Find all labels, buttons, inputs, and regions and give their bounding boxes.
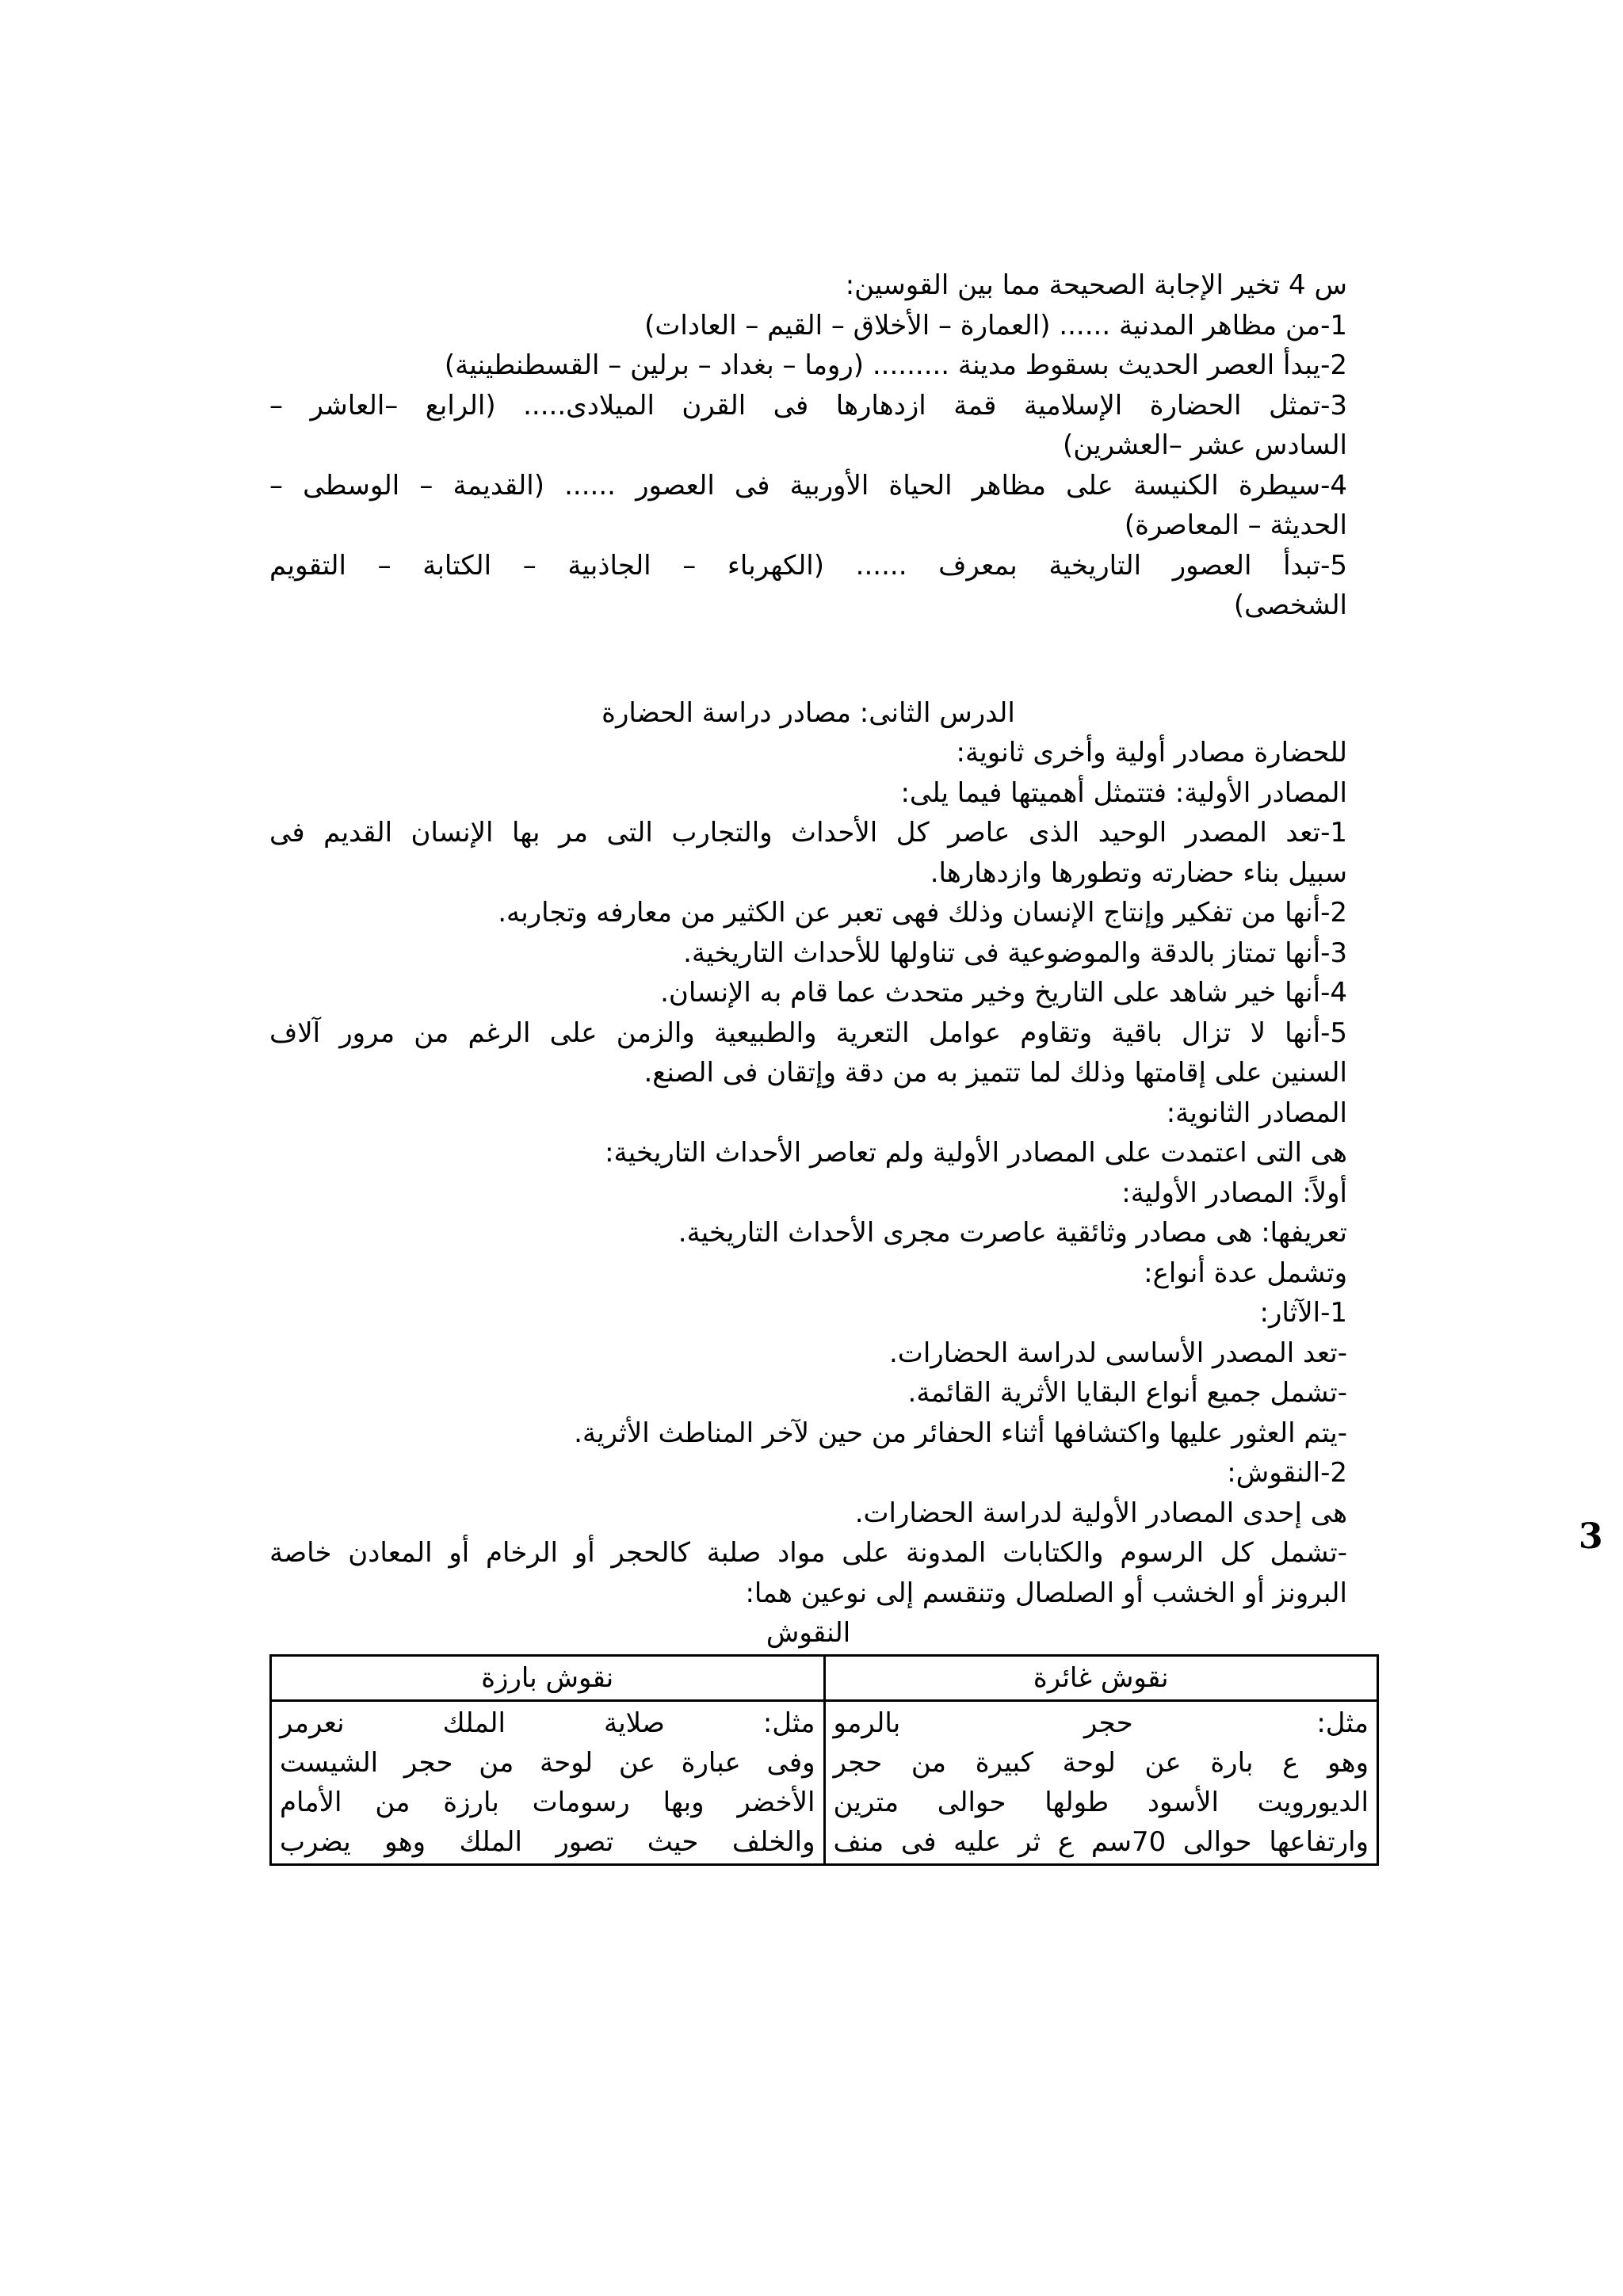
importance-item-5-cont: السنين على إقامتها وذلك لما تتميز به من دقة وإتقان فى الصنع. — [643, 1057, 1347, 1089]
importance-item-4: 4-أنها خير شاهد على التاريخ وخير متحدث عما قام به الإنسان. — [660, 977, 1347, 1009]
first-heading: أولاً: المصادر الأولية: — [1121, 1177, 1347, 1209]
sunken-line: مثل: حجر بالرمو — [833, 1707, 1369, 1739]
cell-relief — [271, 1701, 825, 1865]
inscriptions-table — [269, 1654, 1379, 1866]
question-item-4: 4-سيطرة الكنيسة على مظاهر الحياة الأوربية فى العصور ...... (القديمة – الوسطى – — [269, 469, 1347, 502]
importance-item-3: 3-أنها تمتاز بالدقة والموضوعية فى تناولها للأحداث التاريخية. — [683, 936, 1347, 969]
table-header-row — [271, 1656, 1378, 1701]
importance-item-1: 1-تعد المصدر الوحيد الذى عاصر كل الأحداث والتجارب التى مر بها الإنسان القديم فى — [269, 817, 1347, 849]
relief-line: مثل: صلاية الملك نعرمر — [280, 1707, 815, 1739]
table-caption: النقوش — [766, 1617, 851, 1649]
question-item-3-cont: السادس عشر –العشرين) — [1062, 429, 1347, 461]
athar-heading: 1-الآثار: — [1259, 1297, 1347, 1329]
page-number: 3 — [1579, 1516, 1603, 1557]
question-item-2: 2-يبدأ العصر الحديث بسقوط مدينة ......... (روما – بغداد – برلين – القسطنطينية) — [444, 349, 1347, 381]
question-item-3: 3-تمثل الحضارة الإسلامية قمة ازدهارها فى القرن الميلادى..... (الرابع –العاشر – — [269, 389, 1347, 421]
types-intro: وتشمل عدة أنواع: — [1144, 1257, 1347, 1289]
header-sunken: نقوش غائرة — [824, 1656, 1378, 1701]
question-heading: س 4 تخير الإجابة الصحيحة مما بين القوسين: — [845, 269, 1347, 301]
table-row — [271, 1701, 1378, 1865]
lesson-intro: للحضارة مصادر أولية وأخرى ثانوية: — [956, 737, 1347, 769]
header-relief: نقوش بارزة — [271, 1656, 825, 1701]
question-item-5: 5-تبدأ العصور التاريخية بمعرف ...... (الكهرباء – الجاذبية – الكتابة – التقويم — [269, 549, 1347, 582]
relief-line: الأخضر وبها رسومات بارزة من الأمام — [280, 1787, 815, 1818]
importance-item-2: 2-أنها من تفكير وإنتاج الإنسان وذلك فهى تعبر عن الكثير من معارفه وتجاربه. — [498, 897, 1347, 929]
nuqoosh-item-2: -تشمل كل الرسوم والكتابات المدونة على مواد صلبة كالحجر أو الرخام أو المعادن خاصة — [269, 1537, 1347, 1569]
nuqoosh-heading: 2-النقوش: — [1227, 1457, 1347, 1489]
sunken-line: الديورويت الأسود طولها حوالى مترين — [833, 1787, 1369, 1818]
athar-item-1: -تعد المصدر الأساسى لدراسة الحضارات. — [889, 1337, 1347, 1369]
document-page — [269, 265, 1369, 1866]
sunken-line: وارتفاعها حوالى 70سم ع ثر عليه فى منف — [833, 1826, 1369, 1858]
relief-line: والخلف حيث تصور الملك وهو يضرب — [280, 1826, 815, 1858]
question-item-1: 1-من مظاهر المدنية ...... (العمارة – الأخلاق – القيم – العادات) — [644, 309, 1347, 341]
secondary-heading: المصادر الثانوية: — [1166, 1097, 1347, 1129]
first-definition: تعريفها: هى مصادر وثائقية عاصرت مجرى الأحداث التاريخية. — [678, 1217, 1347, 1249]
nuqoosh-item-1: هى إحدى المصادر الأولية لدراسة الحضارات. — [854, 1497, 1347, 1529]
lesson-title: الدرس الثانى: مصادر دراسة الحضارة — [601, 696, 1015, 729]
cell-sunken — [824, 1701, 1378, 1865]
question-item-4-cont: الحديثة – المعاصرة) — [1124, 509, 1347, 541]
primary-importance-heading: المصادر الأولية: فتتمثل أهميتها فيما يلى: — [900, 776, 1347, 809]
question-item-5-cont: الشخصى) — [1233, 589, 1347, 621]
importance-item-1-cont: سبيل بناء حضارته وتطورها وازدهارها. — [930, 856, 1347, 889]
nuqoosh-item-2-cont: البرونز أو الخشب أو الصلصال وتنقسم إلى نوعين هما: — [745, 1577, 1347, 1609]
athar-item-2: -تشمل جميع أنواع البقايا الأثرية القائمة. — [907, 1377, 1347, 1409]
sunken-line: وهو ع بارة عن لوحة كبيرة من حجر — [833, 1747, 1369, 1779]
relief-line: وفى عبارة عن لوحة من حجر الشيست — [280, 1747, 815, 1779]
secondary-definition: هى التى اعتمدت على المصادر الأولية ولم تعاصر الأحداث التاريخية: — [605, 1137, 1347, 1169]
athar-item-3: -يتم العثور عليها واكتشافها أثناء الحفائر من حين لآخر المناطث الأثرية. — [574, 1417, 1347, 1449]
importance-item-5: 5-أنها لا تزال باقية وتقاوم عوامل التعرية والطبيعية والزمن على الرغم من مرور آلاف — [269, 1016, 1347, 1049]
